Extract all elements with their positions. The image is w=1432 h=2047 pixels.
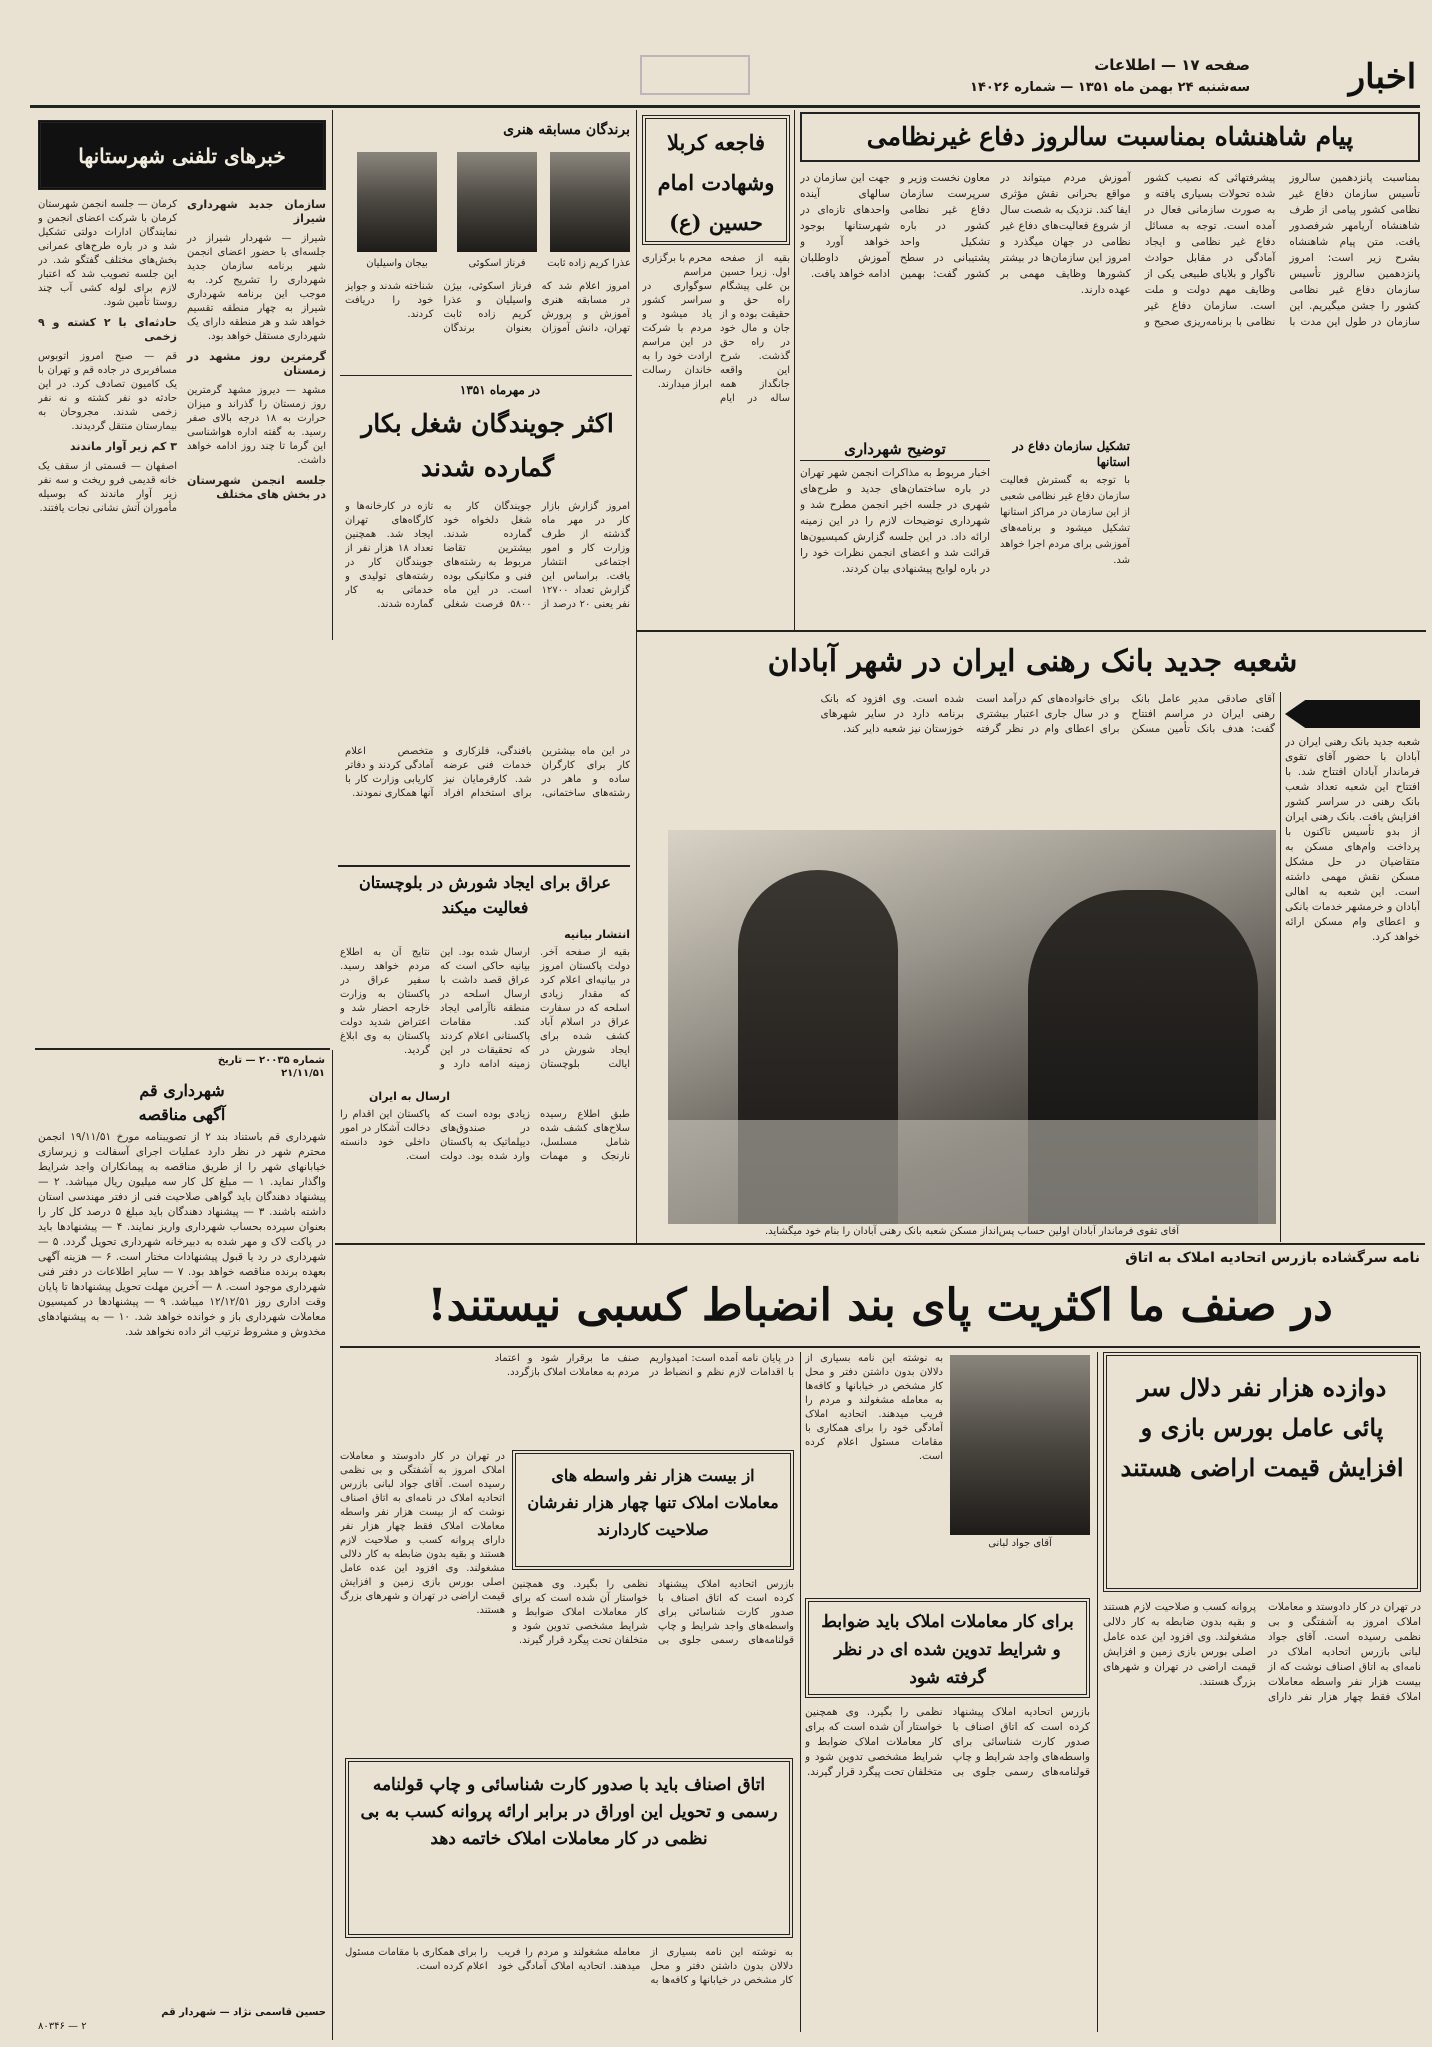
guild-box-1: دوازده هزار نفر دلال سر پائی عامل بورس بازی و افزایش قیمت اراضی هستند (1103, 1352, 1421, 1592)
unemployment-headline: اکثر جویندگان شغل بکار گمارده شدند (361, 409, 614, 482)
guild-kicker: نامه سرگشاده بازرس اتحادیه املاک به اتاق (1125, 1250, 1420, 1266)
column-rule (636, 632, 637, 1244)
phone-news-item3-body: کرمان — جلسه انجمن شهرستان کرمان با شرکت اعضای انجمن و نمایندگان ادارات دولتی تشکیل شد و در باره طرح‌های عمرانی بخش‌های مختلف گفتگو شد. در این جلسه تصویب شد که اعتبار لازم برای لوله کشی آب چند روستا تأمین شود. (38, 199, 177, 308)
karbala-headline: فاجعه کربلا وشهادت امام حسین (ع) (642, 115, 790, 245)
winner-name-1: عذرا کریم زاده ثابت (547, 258, 631, 269)
tender-ref: شماره ۲۰۰۳۵ — تاریخ ۲۱/۱۱/۵۱ (217, 1055, 325, 1079)
unemployment-body: امروز گزارش بازار کار در مهر ماه گذشته از طرف وزارت کار و امور اجتماعی انتشار یافت. براساس این گزارش تعداد ۱۲۷۰۰ نفر یعنی ۲۰ درصد از جویندگان کار به شغل دلخواه خود گمارده شدند. بیشترین تقاضا مربوط به رشته‌های فنی و مکانیکی بوده است. در این ماه ۵۸۰۰ فرصت شغلی تازه در کارخانه‌ها و کارگاه‌های تهران ایجاد شد. همچنین تعداد ۱۸ هزار نفر از جویندگان کار در رشته‌های تولیدی و خدماتی به کار گمارده شدند. (345, 501, 630, 610)
sub-headline: توضیح شهرداری (800, 438, 990, 461)
tender-org: شهرداری قم (139, 1081, 225, 1100)
guild-body: در تهران در کار دادوستد و معاملات املاک امروز به آشفتگی و بی نظمی رسیده است. آقای جواد لبانی بازرس اتحادیه املاک در نامه‌ای به اتاق اصناف نوشت که از بیست هزار نفر واسطه معاملات املاک فقط چهار هزار نفر دارای پروانه کسب و صلاحیت لازم هستند و بقیه بدون ضابطه به کار دلالی مشغولند. وی افزود این عده عامل اصلی بورس بازی زمین و افزایش قیمت اراضی در تهران و شهرهای بزرگ هستند. (1103, 1601, 1421, 1703)
guild-body-5: بازرس اتحادیه املاک پیشنهاد کرده است که اتاق اصناف با صدور کارت شناسائی برای واسطه‌های واجد شرایط و چاپ قولنامه‌های رسمی جلوی بی نظمی را بگیرد. وی همچنین خواستار آن شده است که برای کار معاملات املاک ضوابط و شرایط مشخصی تدوین شود و متخلفان تحت پیگرد قرار گیرند. (512, 1579, 794, 1646)
bank-arrow (1285, 700, 1420, 728)
winner-name-2: فرناز اسکوئی (468, 258, 526, 269)
phone-news-item5-title: ۳ کم زیر آوار ماندند (70, 440, 177, 453)
bank-photo (668, 830, 1276, 1224)
iraq-headline: عراق برای ایجاد شورش در بلوچستان فعالیت میکند (359, 873, 611, 917)
unemployment-body-2: در این ماه بیشترین کار برای کارگران ساده و ماهر در رشته‌های ساختمانی، بافندگی، فلزکاری و خدمات فنی عرضه شد. کارفرمایان نیز برای استخدام افراد متخصص اعلام آمادگی کردند و دفاتر کاریابی وزارت کار با آنها همکاری نمودند. (345, 746, 630, 799)
winner-photo-2 (457, 152, 537, 252)
column-rule (1097, 1352, 1098, 2032)
bank-body-2: آقای صادقی مدیر عامل بانک رهنی ایران در مراسم افتتاح گفت: هدف بانک تأمین مسکن برای خانواده‌های کم درآمد است و در سال جاری اعتبار بیشتری برای اعطای وام در نظر گرفته شده است. وی افزود که بانک برنامه دارد در سایر شهرهای خوزستان نیز شعبه دایر کند. (820, 693, 1275, 735)
winner-photo-1 (550, 152, 630, 252)
guild-headline: در صنف ما اکثریت پای بند انضباط کسبی نیستند! (427, 1280, 1333, 1331)
phone-news-item4-body: قم — صبح امروز اتوبوس مسافربری در جاده قم و تهران با یک کامیون تصادف کرد. در این حادثه دو نفر کشته و نه نفر زخمی شدند. مجروحان به بیمارستان منتقل گردیدند. (38, 351, 177, 432)
iraq-body: بقیه از صفحه آخر. دولت پاکستان امروز در بیانیه‌ای اعلام کرد که مقدار زیادی اسلحه که در سفارت عراق در اسلام آباد کشف شده برای ایجاد شورش در ایالت بلوچستان ارسال شده بود. این بیانیه حاکی است که عراق قصد داشت با ارسال اسلحه در منطقه ناآرامی ایجاد کند. مقامات پاکستانی اعلام کردند که تحقیقات در این زمینه ادامه دارد و نتایج آن به اطلاع مردم خواهد رسید. سفیر عراق در پاکستان به وزارت خارجه احضار شد و اعتراض شدید دولت پاکستان به وی ابلاغ گردید. (340, 947, 630, 1070)
bank-caption: آقای تقوی فرماندار آبادان اولین حساب پس‌انداز مسکن شعبه بانک رهنی آبادان را بنام خود میگشاید. (765, 1226, 1179, 1237)
divider (35, 1048, 330, 1050)
main-story-side: معاون نخست وزیر و سرپرست سازمان دفاع غیر نظامی کشور در باره تشکیل واحد پشتیبانی در سطح کشور گفت: بهمین جهت این سازمان در سالهای آینده واحدهای تازه‌ای در شهرستانها بوجود خواهد آورد و آموزش داوطلبان ادامه خواهد یافت. (800, 172, 990, 280)
bank-body: شعبه جدید بانک رهنی ایران در آبادان با حضور آقای تقوی فرماندار آبادان افتتاح شد. با افتتاح این شعبه تعداد شعب بانک رهنی در سراسر کشور افزایش یافت. بانک رهنی ایران از بدو تأسیس تاکنون با پرداخت وام‌های مسکن به متقاضیان در حل مشکل مسکن نقش مهمی داشته است. این شعبه به اهالی آبادان و خرمشهر خدمات بانکی و اعطای وام مسکن ارائه خواهد کرد. (1285, 736, 1420, 943)
portrait-photo (950, 1355, 1090, 1535)
portrait-caption: آقای جواد لبانی (988, 1538, 1052, 1549)
date-line: سه‌شنبه ۲۴ بهمن ماه ۱۳۵۱ — شماره ۱۴۰۲۶ (970, 80, 1250, 95)
contest-title: برندگان مسابقه هنری (503, 122, 630, 138)
sub-headline-box (800, 438, 990, 630)
main-story-body: بمناسبت پانزدهمین سالروز تأسیس سازمان دفاع غیر نظامی کشور پیامی از طرف شاهنشاه آریامهر شرفصدور یافت. متن پیام شاهنشاه بشرح زیر است: امروز پانزدهمین سالروز تأسیس سازمان دفاع غیر نظامی کشور را جشن میگیریم. این سازمان در طول این مدت با پیشرفتهائی که نصیب کشور شده تحولات بسیاری یافته و به صورت سازمانی فعال در آمده است. توجه به مسائل دفاع غیر نظامی و ایجاد آمادگی در مقابل حوادث ناگوار و بلایای طبیعی یکی از وظایف مهم دولت و ملت است. سازمان دفاع غیر نظامی با برنامه‌ریزی صحیح و آموزش مردم میتواند در مواقع بحرانی نقش مؤثری ایفا کند. نزدیک به شصت سال از شروع فعالیت‌های دفاع غیر نظامی در جهان میگذرد و امروز این سازمان‌ها در بیشتر کشورها وظایف مهمی بر عهده دارند. (1000, 172, 1420, 328)
phone-news-item1-title: سازمان جدید شهرداری شیراز (187, 198, 326, 225)
iraq-sub-2: ارسال به ایران (369, 1090, 450, 1103)
phone-news-item4-title: حادثه‌ای با ۲ کشته و ۹ زخمی (38, 316, 177, 343)
guild-body-3: در پایان نامه آمده است: امیدواریم با اقدامات لازم نظم و انضباط در صنف ما برقرار شود و اعتماد مردم به معاملات املاک بازگردد. (494, 1353, 794, 1378)
guild-box-3: برای کار معاملات املاک باید ضوابط و شرایط تدوین شده ای در نظر گرفته شود (805, 1598, 1090, 1698)
iraq-body-2: طبق اطلاع رسیده سلاح‌های کشف شده شامل مسلسل، نارنجک و مهمات زیادی بوده است که در صندوق‌های دیپلماتیک به پاکستان وارد شده بود. دولت پاکستان این اقدام را دخالت آشکار در امور داخلی خود دانسته است. (340, 1109, 630, 1162)
winner-name-3: بیجان واسیلیان (366, 258, 428, 269)
stamp (640, 55, 750, 95)
bank-headline: شعبه جدید بانک رهنی ایران در شهر آبادان (767, 644, 1298, 679)
column-rule (794, 110, 795, 630)
winner-photo-3 (357, 152, 437, 252)
tender-title: آگهی مناقصه (138, 1105, 226, 1124)
section-logo: اخبار (1348, 57, 1417, 97)
guild-body-intro: به نوشته این نامه بسیاری از دلالان بدون داشتن دفتر و محل کار مشخص در خیابانها و کافه‌ها به معامله مشغولند و مردم را فریب میدهند. اتحادیه املاک آمادگی خود را برای همکاری با مقامات مسئول اعلام کرده است. (805, 1353, 943, 1462)
guild-body-4: در تهران در کار دادوستد و معاملات املاک امروز به آشفتگی و بی نظمی رسیده است. آقای جواد لبانی بازرس اتحادیه املاک در نامه‌ای به اتاق اصناف نوشت که از بیست هزار نفر واسطه معاملات املاک فقط چهار هزار نفر دارای پروانه کسب و صلاحیت لازم هستند و بقیه بدون ضابطه به کار دلالی مشغولند. وی افزود این عده عامل اصلی بورس بازی زمین و افزایش قیمت اراضی در تهران و شهرهای بزرگ هستند. (340, 1451, 505, 1616)
column-rule (1280, 692, 1281, 1242)
phone-news-item3-title: جلسه انجمن شهرستان در بخش های مختلف (187, 474, 326, 501)
guild-body-6: به نوشته این نامه بسیاری از دلالان بدون داشتن دفتر و محل کار مشخص در خیابانها و کافه‌ها به معامله مشغولند و مردم را فریب میدهند. اتحادیه املاک آمادگی خود را برای همکاری با مقامات مسئول اعلام کرده است. (345, 1947, 793, 1986)
guild-box-4: اتاق اصناف باید با صدور کارت شناسائی و چاپ قولنامه رسمی و تحویل این اوراق در برابر ارائه پروانه کسب به بی نظمی در کار معاملات املاک خاتمه دهد (345, 1758, 793, 1938)
guild-box-2: از بیست هزار نفر واسطه های معاملات املاک تنها چهار هزار نفرشان صلاحیت کاردارند (512, 1450, 794, 1570)
bank-body-3 (640, 692, 660, 702)
divider (335, 1243, 1425, 1245)
column-rule (332, 1050, 333, 2040)
provinces-box (1000, 438, 1130, 628)
iraq-sub-1: انتشار بیانیه (564, 928, 630, 941)
provinces-box-title: تشکیل سازمان دفاع در استانها (1012, 439, 1130, 469)
desk (668, 1120, 1276, 1224)
tender-signature: حسین قاسمی نژاد — شهردار قم (161, 2007, 326, 2018)
phone-news-body (38, 198, 326, 1096)
divider (340, 1346, 1420, 1348)
main-headline: پیام شاهنشاه بمناسبت سالروز دفاع غیرنظامی (800, 112, 1420, 162)
contest-body: امروز اعلام شد که در مسابقه هنری آموزش و پرورش تهران، دانش آموزان فرناز اسکوئی، بیژن واسیلیان و عذرا کریم زاده ثابت بعنوان برندگان شناخته شدند و جوایز خود را دریافت کردند. (345, 281, 630, 334)
guild-body-2: بازرس اتحادیه املاک پیشنهاد کرده است که اتاق اصناف با صدور کارت شناسائی برای واسطه‌های واجد شرایط و چاپ قولنامه‌های رسمی جلوی بی نظمی را بگیرد. وی همچنین خواستار آن شده است که برای کار معاملات املاک ضوابط و شرایط مشخصی تدوین شود و متخلفان تحت پیگرد قرار گیرند. (805, 1706, 1090, 1778)
column-rule (800, 1352, 801, 2032)
column-rule (636, 110, 637, 630)
phone-news-item2-body: مشهد — دیروز مشهد گرمترین روز زمستان را گذراند و میزان حرارت به ۱۸ درجه بالای صفر رسید. به گفته اداره هواشناسی این گرما تا چند روز ادامه خواهد داشت. (187, 385, 326, 466)
phone-news-item5-body: اصفهان — قسمتی از سقف یک خانه قدیمی فرو ریخت و سه نفر زیر آوار ماندند که بوسیله مأموران آتش نشانی نجات یافتند. (38, 461, 177, 514)
masthead-rule (30, 105, 1420, 108)
column-rule (332, 110, 333, 640)
tender-code: ۲ — ۸۰۳۴۶ (38, 2021, 87, 2032)
unemployment-kicker: در مهرماه ۱۳۵۱ (459, 383, 541, 397)
tender-body: شهرداری قم باستناد بند ۲ از تصویبنامه مورخ ۱۹/۱۱/۵۱ انجمن محترم شهر در نظر دارد عملیات اجرای آسفالت و زیرسازی خیابانهای شهر را از طریق مناقصه به پیمانکاران واجد شرایط واگذار نماید. ۱ — مبلغ کل کار سه میلیون ریال میباشد. ۲ — پیشنهاد دهندگان باید گواهی صلاحیت فنی از دفتر مهندسی استان داشته باشند. ۳ — پیشنهاد دهندگان باید مبلغ ۵ درصد کل کار را بعنوان سپرده بحساب شهرداری واریز نمایند. ۴ — پیشنهادها باید در پاکت لاک و مهر شده به دبیرخانه شهرداری تحویل گردد. ۵ — شهرداری در رد یا قبول پیشنهادات مختار است. ۶ — هزینه آگهی بعهده برنده مناقصه خواهد بود. ۷ — سایر اطلاعات در دفتر فنی شهرداری موجود است. ۸ — آخرین مهلت تحویل پیشنهادها تا پایان وقت اداری روز ۱۲/۱۲/۵۱ میباشد. ۹ — پیشنهادها در کمیسیون معاملات شهرداری باز و خوانده خواهد شد. ۱۰ — به پیشنهادهای مخدوش و مشروط ترتیب اثر داده نخواهد شد. (38, 1131, 326, 1338)
phone-news-title: خبرهای تلفنی شهرستانها (38, 120, 326, 190)
provinces-box-body: با توجه به گسترش فعالیت سازمان دفاع غیر نظامی شعبی از این سازمان در مراکز استانها تشکیل میشود و برنامه‌های آموزشی برای مردم اجرا خواهد شد. (1000, 475, 1130, 566)
phone-news-item1-body: شیراز — شهردار شیراز در جلسه‌ای با حضور اعضای انجمن شهر برنامه سازمان جدید شهرداری را تشریح کرد. به موجب این برنامه شهرداری شیراز به چهار منطقه تقسیم خواهد شد و هر منطقه دارای یک شهرداری مستقل خواهد بود. (187, 233, 326, 342)
divider (340, 375, 632, 376)
sub-headline-body: اخبار مربوط به مذاکرات انجمن شهر تهران در باره ساختمان‌های جدید و طرح‌های شهری در جلسه اخیر انجمن مطرح شد و شهرداری توضیحات لازم را در این زمینه ارائه داد. در این جلسه گزارش کمیسیون‌ها قرائت شد و اعضای انجمن نظرات خود را در باره لوایح پیشنهادی بیان کردند. (800, 467, 990, 575)
phone-news-item2-title: گرمترین روز مشهد در زمستان (187, 350, 326, 377)
karbala-body: بقیه از صفحه اول. زیرا حسین بن علی پیشگام راه حق و حقیقت بوده و از جان و مال خود در راه حق گذشت. شرح این واقعه جانگداز همه ساله در ایام محرم با برگزاری مراسم سوگواری در سراسر کشور یاد میشود و مردم با شرکت در این مراسم ارادت خود را به خاندان رسالت ابراز میدارند. (642, 253, 790, 404)
page-line: صفحه ۱۷ — اطلاعات (1094, 56, 1250, 74)
divider (338, 865, 630, 867)
